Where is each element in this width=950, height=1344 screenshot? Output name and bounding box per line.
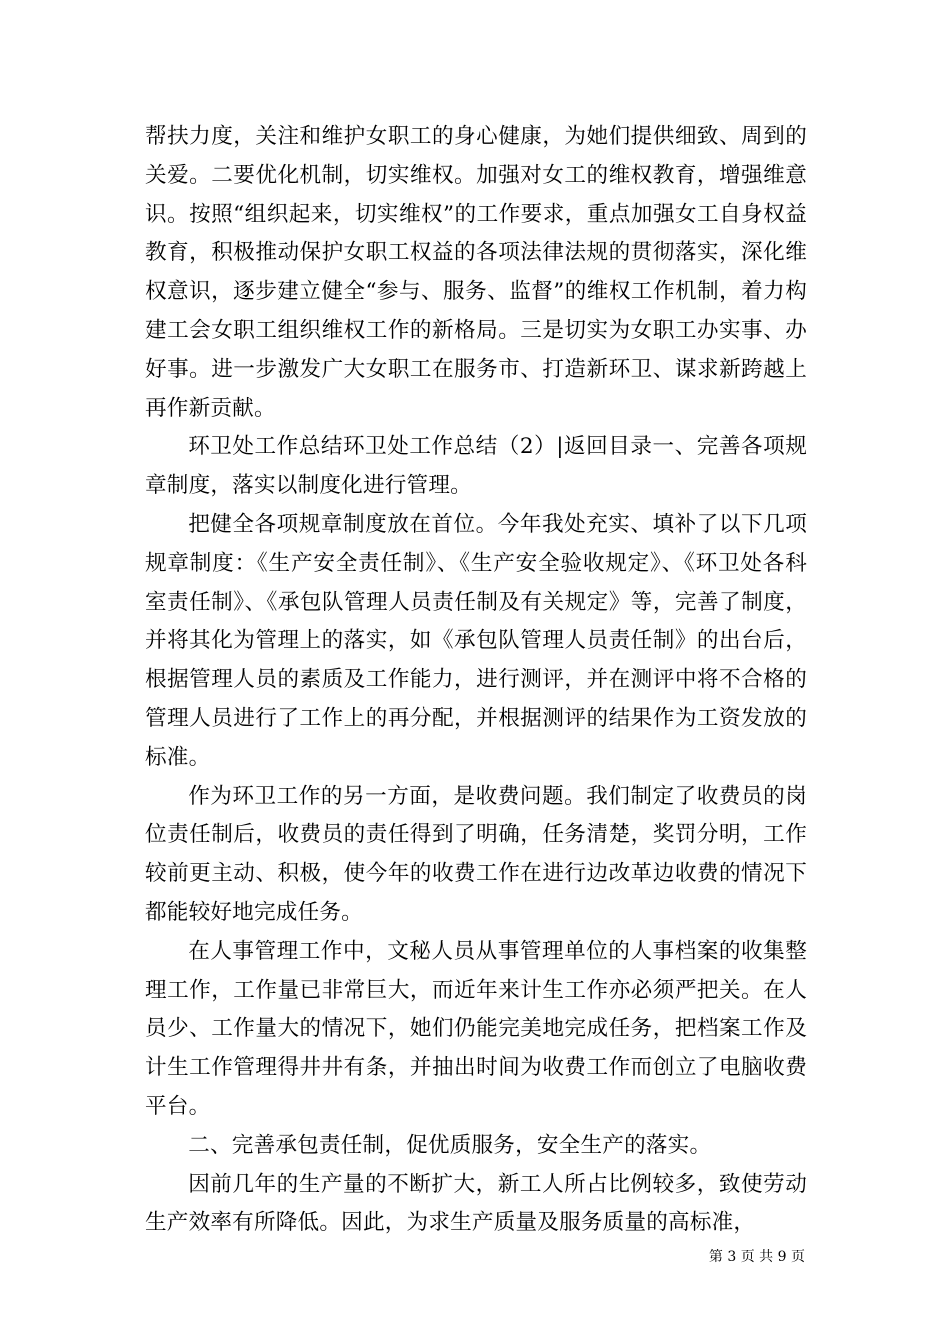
paragraph-2: 环卫处工作总结环卫处工作总结（2）|返回目录一、完善各项规章制度，落实以制度化进行管理。 (145, 434, 807, 499)
paragraph-5: 在人事管理工作中，文秘人员从事管理单位的人事档案的收集整理工作，工作量已非常巨大，而近年来计生工作亦必须严把关。在人员少、工作量大的情况下，她们仍能完美地完成任务，把档案工作及计生工作管理得井井有条，并抽出时间为收费工作而创立了电脑收费平台。 (145, 938, 807, 1119)
page-number-footer: 第 3 页 共 9 页 (708, 1249, 805, 1265)
paragraph-3: 把健全各项规章制度放在首位。今年我处充实、填补了以下几项规章制度：《生产安全责任制》、《生产安全验收规定》、《环卫处各科室责任制》、《承包队管理人员责任制及有关规定》等，完善了制度，并将其化为管理上的落实，如《承包队管理人员责任制》的出台后，根据管理人员的素质及工作能力，进行测评，并在测评中将不合格的管理人员进行了工作上的再分配，并根据测评的结果作为工资发放的标准。 (145, 511, 807, 770)
paragraph-6: 二、完善承包责任制，促优质服务，安全生产的落实。 (188, 1132, 712, 1158)
paragraph-7: 因前几年的生产量的不断扩大，新工人所占比例较多，致使劳动生产效率有所降低。因此，为求生产质量及服务质量的高标准， (145, 1171, 807, 1236)
document-body (145, 118, 807, 1243)
paragraph-4: 作为环卫工作的另一方面，是收费问题。我们制定了收费员的岗位责任制后，收费员的责任得到了明确，任务清楚，奖罚分明，工作较前更主动、积极，使今年的收费工作在进行边改革边收费的情况下都能较好地完成任务。 (145, 783, 807, 925)
paragraph-1: 帮扶力度，关注和维护女职工的身心健康，为她们提供细致、周到的关爱。二要优化机制，切实维权。加强对女工的维权教育，增强维意识。按照“组织起来，切实维权”的工作要求，重点加强女工自身权益教育，积极推动保护女职工权益的各项法律法规的贯彻落实，深化维权意识，逐步建立健全“参与、服务、监督”的维权工作机制，着力构建工会女职工组织维权工作的新格局。三是切实为女职工办实事、办好事。进一步激发广大女职工在服务市、打造新环卫、谋求新跨越上再作新贡献。 (145, 124, 807, 421)
